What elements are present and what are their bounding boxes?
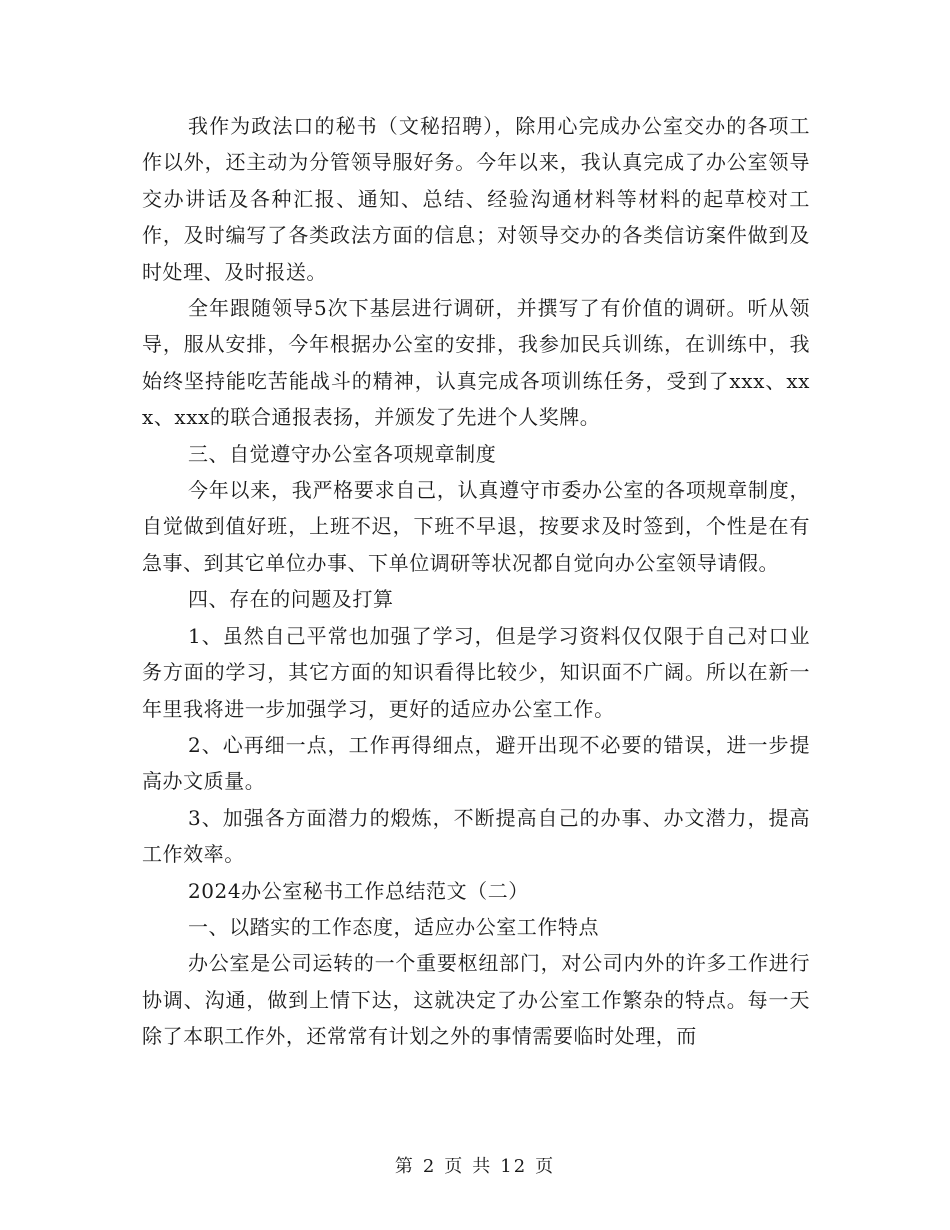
paragraph-rules-compliance: 今年以来，我严格要求自己，认真遵守市委办公室的各项规章制度，自觉做到值好班，上班不迟，下班不早退，按要求及时签到，个性是在有急事、到其它单位办事、下单位调研等状况都自觉向办公室领导请假。 [142,478,810,575]
heading-part-one: 一、以踏实的工作态度，适应办公室工作特点 [188,914,599,939]
heading-section-four: 四、存在的问题及打算 [188,587,394,612]
paragraph-issue-two: 2、心再细一点，工作再得细点，避开出现不必要的错误，进一步提高办文质量。 [142,732,810,794]
page-footer [0,1152,950,1178]
paragraph-secretary-duties: 我作为政法口的秘书（文秘招聘），除用心完成办公室交办的各项工作以外，还主动为分管领导服好务。今年以来，我认真完成了办公室领导交办讲话及各种汇报、通知、总结、经验沟通材料等材料的起草校对工作，及时编写了各类政法方面的信息；对领导交办的各类信访案件做到及时处理、及时报送。 [142,114,810,284]
document-subtitle: 2024办公室秘书工作总结范文（二） [188,878,529,903]
paragraph-field-research: 全年跟随领导5次下基层进行调研，并撰写了有价值的调研。听从领导，服从安排，今年根据办公室的安排，我参加民兵训练，在训练中，我始终坚持能吃苦能战斗的精神，认真完成各项训练任务，受到了xxx、xxx、xxx的联合通报表扬，并颁发了先进个人奖牌。 [142,296,810,430]
page-label-prefix: 第 [394,1156,415,1177]
current-page-number: 2 [422,1156,437,1177]
paragraph-office-role: 办公室是公司运转的一个重要枢纽部门，对公司内外的许多工作进行协调、沟通，做到上情下达，这就决定了办公室工作繁杂的特点。每一天除了本职工作外，还常常有计划之外的事情需要临时处理，而 [142,951,810,1049]
document-body [142,108,810,1055]
heading-section-three: 三、自觉遵守办公室各项规章制度 [188,441,497,466]
total-label: 共 [472,1156,493,1177]
page-label-mid: 页 [444,1156,465,1177]
paragraph-issue-three: 3、加强各方面潜力的煅炼，不断提高自己的办事、办文潜力，提高工作效率。 [142,805,810,867]
total-pages-number: 12 [500,1156,528,1177]
paragraph-issue-one: 1、虽然自己平常也加强了学习，但是学习资料仅仅限于自己对口业务方面的学习，其它方面的知识看得比较少，知识面不广阔。所以在新一年里我将进一步加强学习，更好的适应办公室工作。 [142,623,810,721]
page-label-suffix: 页 [535,1156,556,1177]
